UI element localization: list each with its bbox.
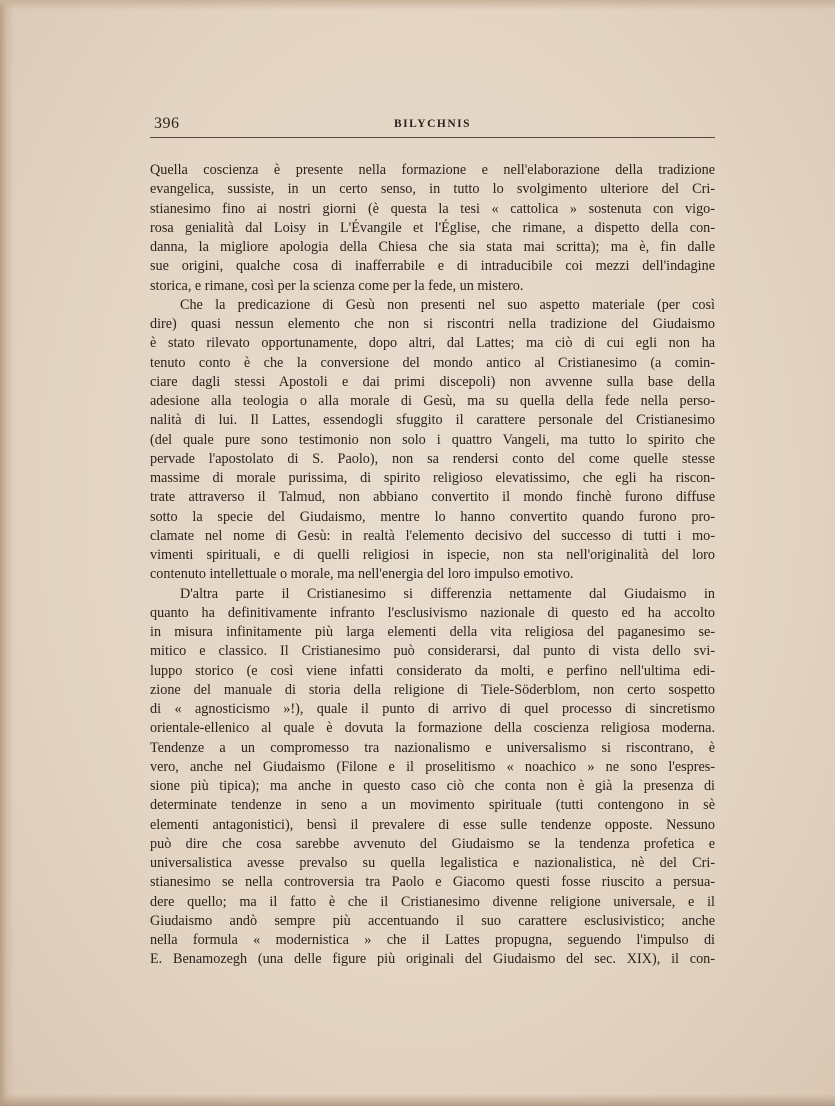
body-text <box>150 161 715 970</box>
text-line: E. Benamozegh (una delle figure più originali del Giudaismo del sec. XIX), il con- <box>150 951 715 968</box>
text-line: nalità di lui. Il Lattes, essendogli sfuggito il carattere personale del Cristianesimo <box>150 412 715 429</box>
text-line: stianesimo se nella controversia tra Paolo e Giacomo questi fosse riuscito a persua- <box>150 874 715 891</box>
text-line: sotto la specie del Giudaismo, mentre lo hanno convertito quando furono pro- <box>150 508 715 525</box>
text-line: Giudaismo andò sempre più accentuando il suo carattere esclusivistico; anche <box>150 912 715 929</box>
text-line: pervade l'apostolato di S. Paolo), non sa rendersi conto del come quelle stesse <box>150 450 715 467</box>
text-line: danna, la migliore apologia della Chiesa che sia stata mai scritta); ma è, fin dalle <box>150 239 715 255</box>
text-line: vero, anche nel Giudaismo (Filone e il proselitismo « noachico » ne sono l'espres- <box>150 758 715 775</box>
text-line: (del quale pure sono testimonio non solo i quattro Vangeli, ma tutto lo spirito che <box>150 431 715 448</box>
text-line: dire) quasi nessun elemento che non si riscontri nella tradizione del Giudaismo <box>150 316 715 332</box>
text-line: ciare dagli stessi Apostoli e dai primi discepoli) non avvenne sulla base della <box>150 373 715 390</box>
text-line: massime di morale purissima, di spirito religioso elevatissimo, che egli ha riscon- <box>150 470 715 486</box>
text-line: luppo storico (e così viene infatti considerato da molti, e perfino nell'ultima edi- <box>150 662 715 679</box>
text-line: evangelica, sussiste, in un certo senso, in tutto lo svolgimento ulteriore del Cri- <box>150 181 715 198</box>
text-line: orientale-ellenico al quale è dovuta la formazione della coscienza religiosa moderna. <box>150 720 715 737</box>
text-line: rosa genialità dal Loisy in L'Évangile et l'Église, che rimane, a dispetto della con- <box>150 219 715 236</box>
text-line: trate attraverso il Talmud, non abbiano convertito il mondo finchè furono diffuse <box>150 489 715 506</box>
text-line: adesione alla teologia o alla morale di Gesù, ma su quella della fede nella perso- <box>150 393 715 409</box>
text-line: universalistica avesse prevalso su quella legalistica e nazionalistica, nè del Cri- <box>150 855 715 871</box>
text-line: stianesimo fino ai nostri giorni (è questa la tesi « cattolica » sostenuta con vigo- <box>150 200 715 217</box>
text-line: tenuto conto è che la conversione del mondo antico al Cristianesimo (a comin- <box>150 354 715 371</box>
text-line: quanto ha definitivamente infranto l'esclusivismo nazionale di questo ed ha accolto <box>150 604 715 621</box>
page-left-edge <box>0 0 14 1106</box>
text-line: zione del manuale di storia della religione di Tiele-Söderblom, non certo sospetto <box>150 681 715 698</box>
text-line: è stato rilevato opportunamente, dopo altri, dal Lattes; ma ciò di cui egli non ha <box>150 335 715 352</box>
text-line: nella formula « modernistica » che il Lattes propugna, seguendo l'impulso di <box>150 932 715 948</box>
page-top-edge <box>0 0 835 10</box>
page-bottom-edge <box>0 1094 835 1106</box>
text-line: sue origini, qualche cosa di inafferrabile e di intraducibile coi mezzi dell'indagine <box>150 258 715 275</box>
text-line: di « agnosticismo »!), quale il punto di arrivo di quel processo di sincretismo <box>150 701 715 717</box>
text-line: mitico e classico. Il Cristianesimo può considerarsi, dal punto di vista dello svi- <box>150 643 715 660</box>
text-line: determinate tendenze in seno a un movimento spirituale (tutti contengono in sè <box>150 797 715 814</box>
text-line: dere quello; ma il fatto è che il Cristianesimo divenne religione universale, e il <box>150 893 715 910</box>
text-line: in misura infinitamente più larga elementi della vita religiosa del paganesimo se- <box>150 624 715 640</box>
text-line: può dire che cosa sarebbe avvenuto del Giudaismo se la tendenza profetica e <box>150 835 715 852</box>
text-line: Quella coscienza è presente nella formazione e nell'elaborazione della tradizione <box>150 162 715 178</box>
running-header <box>150 115 715 139</box>
text-line: Che la predicazione di Gesù non presenti nel suo aspetto materiale (per così <box>180 296 715 313</box>
text-line: vimenti spirituali, e di quelli religiosi in ispecie, non sta nell'originalità del loro <box>150 547 715 563</box>
text-line: sione più tipica); ma anche in questo caso ciò che conta non è già la presenza di <box>150 778 715 794</box>
text-line: clamate nel nome di Gesù: in realtà l'elemento decisivo del successo di tutti i mo- <box>150 527 715 544</box>
text-line: elementi antagonistici), bensì il prevalere di esse sulle tendenze opposte. Nessuno <box>150 816 715 833</box>
running-title: BILYCHNIS <box>394 118 471 130</box>
text-line: contenuto intellettuale o morale, ma nell'energia del loro impulso emotivo. <box>150 566 574 583</box>
text-line: storica, e rimane, così per la scienza come per la fede, un mistero. <box>150 277 524 294</box>
header-rule <box>150 137 715 138</box>
page-number: 396 <box>154 115 180 132</box>
text-line: Tendenze a un compromesso tra nazionalismo e universalismo si riscontrano, è <box>150 739 715 756</box>
text-line: D'altra parte il Cristianesimo si differenzia nettamente dal Giudaismo in <box>180 585 715 602</box>
